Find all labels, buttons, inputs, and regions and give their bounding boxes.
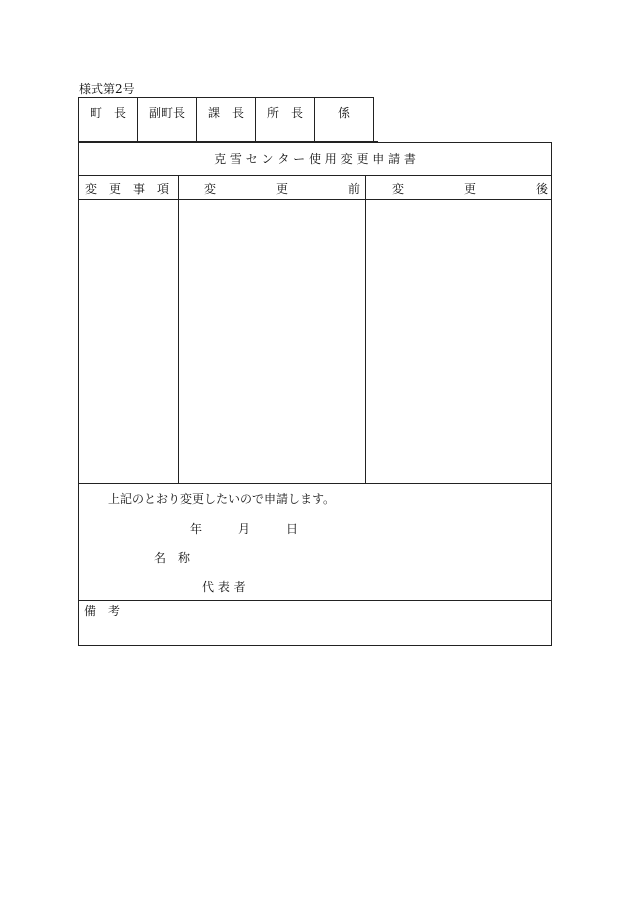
approval-cell-mayor: 町 長: [79, 98, 138, 143]
form-number: 様式第2号: [79, 82, 135, 96]
approval-cell-deputy-mayor: 副町長: [138, 98, 197, 143]
remarks-label: 備 考: [84, 604, 121, 618]
form-title: 克 雪 セ ン タ ー 使 用 変 更 申 請 書: [78, 142, 552, 176]
application-statement: 上記のとおり変更したいので申請します。: [108, 492, 336, 506]
before-change-cell[interactable]: [179, 201, 365, 483]
date-day-label: 日: [286, 522, 299, 536]
approval-cell-office-chief: 所 長: [256, 98, 315, 143]
header-after-change: 変 更 後: [392, 182, 549, 196]
after-change-cell[interactable]: [366, 201, 551, 483]
approval-cell-staff: 係: [315, 98, 374, 143]
change-item-cell[interactable]: [79, 201, 178, 483]
header-before-change: 変 更 前: [204, 182, 361, 196]
date-month-label: 月: [238, 522, 251, 536]
approval-stamp-row: [78, 97, 374, 143]
representative-label: 代 表 者: [202, 580, 246, 594]
applicant-name-label: 名 称: [154, 551, 191, 565]
approval-cell-section-chief: 課 長: [197, 98, 256, 143]
remarks-field[interactable]: [130, 601, 551, 645]
table-bottom-divider: [78, 483, 552, 484]
header-change-item: 変 更 事 項: [85, 182, 170, 196]
date-year-label: 年: [190, 522, 203, 536]
